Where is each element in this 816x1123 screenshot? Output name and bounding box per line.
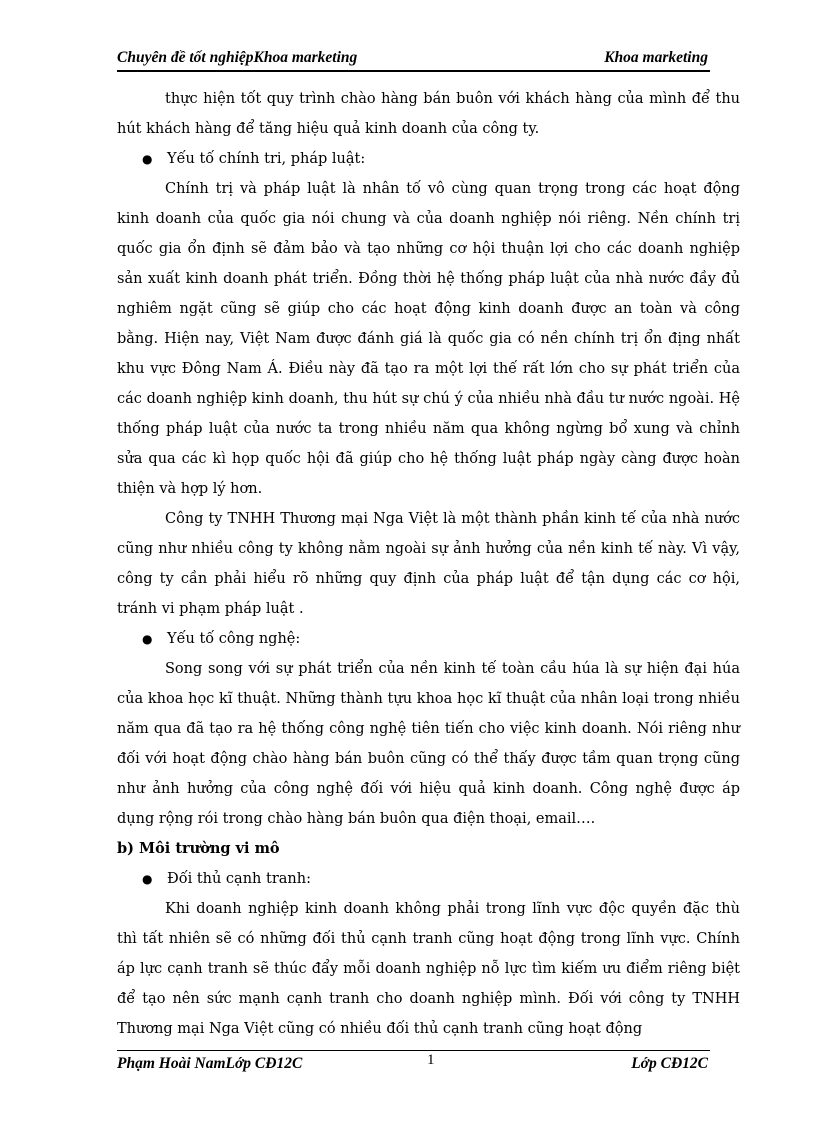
bullet-label: Yếu tố chính tri, pháp luật: [167, 151, 366, 167]
page-number: 1 [427, 1052, 435, 1068]
bullet-label: Đối thủ cạnh tranh: [167, 871, 311, 887]
bullet-political-legal [117, 144, 740, 174]
bullet-technology [117, 624, 740, 654]
paragraph-1: thực hiện tốt quy trình chào hàng bán buôn với khách hàng của mình để thu hút khách hàng để tăng hiệu quả kinh doanh của công ty. [117, 91, 740, 137]
page-footer [117, 1050, 710, 1081]
footer-right-text: Lớp CĐ12C [631, 1055, 708, 1072]
footer-left-text: Phạm Hoài NamLớp CĐ12C [117, 1055, 303, 1072]
paragraph-2: Chính trị và pháp luật là nhân tố vô cùng quan trọng trong các hoạt động kinh doanh của quốc gia nói chung và của doanh nghiệp nói riêng. Nền chính trị quốc gia ổn định sẽ đảm bảo và tạo những cơ hội thuận lợi cho các doanh nghiệp sản xuất kinh doanh phát triển. Đồng thời hệ thống pháp luật của nhà nước đầy đủ nghiêm ngặt cũng sẽ giúp cho các hoạt động kinh doanh được an toàn và công bằng. Hiện nay, Việt Nam được đánh giá là quốc gia có nền chính trị ổn địng nhất khu vực Đông Nam Á. Điều này đã tạo ra một lợi thế rất lớn cho sự phát triển của các doanh nghiệp kinh doanh, thu hút sự chú ý của nhiều nhà đầu tư nước ngoài. Hệ thống pháp luật của nước ta trong nhiều năm qua không ngừng bổ xung và chỉnh sửa qua các kì họp quốc hội đã giúp cho hệ thống luật pháp ngày càng được hoàn thiện và hợp lý hơn. [117, 181, 740, 497]
bullet-icon: ● [142, 872, 153, 886]
bullet-competitors [117, 864, 740, 894]
bullet-icon: ● [142, 632, 153, 646]
bullet-label: Yếu tố công nghệ: [167, 631, 301, 647]
paragraph-3: Công ty TNHH Thương mại Nga Việt là một thành phần kinh tế của nhà nước cũng như nhiều công ty không nằm ngoài sự ảnh hưởng của nền kinh tế này. Vì vậy, công ty cần phải hiểu rõ những quy định của pháp luật để tận dụng các cơ hội, tránh vi phạm pháp luật . [117, 511, 740, 617]
section-heading: b) Môi trường vi mô [117, 840, 280, 857]
page-header [117, 48, 710, 72]
document-body [117, 84, 740, 1044]
paragraph-4: Song song với sự phát triển của nền kinh tế toàn cầu húa là sự hiện đại húa của khoa học kĩ thuật. Những thành tựu khoa học kĩ thuật của nhân loại trong nhiều năm qua đã tạo ra hệ thống công nghệ tiên tiến cho việc kinh doanh. Nói riêng như đối với hoạt động chào hàng bán buôn cũng có thể thấy được tầm quan trọng cũng như ảnh hưởng của công nghệ đối với hiệu quả kinh doanh. Công nghệ được áp dụng rộng rói trong chào hàng bán buôn qua điện thoại, email…. [117, 661, 740, 827]
header-left-text: Chuyên đề tốt nghiệpKhoa marketing [117, 49, 358, 66]
header-right-text: Khoa marketing [604, 49, 708, 66]
paragraph-5: Khi doanh nghiệp kinh doanh không phải trong lĩnh vực độc quyền đặc thù thì tất nhiên sẽ có những đối thủ cạnh tranh cũng hoạt động trong lĩnh vực. Chính áp lực cạnh tranh sẽ thúc đẩy mỗi doanh nghiệp nỗ lực tìm kiếm ưu điểm riêng biệt để tạo nên sức mạnh cạnh tranh cho doanh nghiệp mình. Đối với công ty TNHH Thương mại Nga Việt cũng có nhiều đối thủ cạnh tranh cũng hoạt động [117, 901, 740, 1037]
bullet-icon: ● [142, 152, 153, 166]
